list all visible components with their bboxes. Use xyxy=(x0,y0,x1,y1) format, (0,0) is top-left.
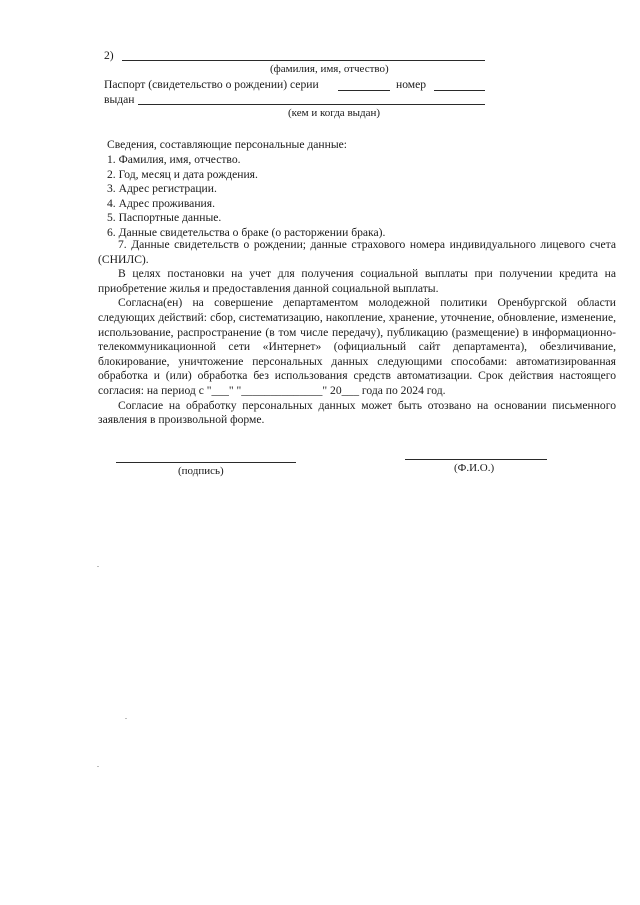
signature-line xyxy=(116,462,296,463)
name-caption: (Ф.И.О.) xyxy=(454,462,495,474)
scan-speck xyxy=(97,566,99,567)
list-item: 6. Данные свидетельства о браке (о расторжении брака). xyxy=(107,226,386,239)
list-item: 1. Фамилия, имя, отчество. xyxy=(107,153,241,166)
revoke-paragraph: Согласие на обработку персональных данных может быть отозвано на основании письменного заявления в произвольной форме. xyxy=(98,398,616,427)
list-item: 3. Адрес регистрации. xyxy=(107,182,217,195)
consent-paragraph: Согласна(ен) на совершение департаментом молодежной политики Оренбургской области следующих действий: сбор, систематизацию, накопление, хранение, уточнение, обновление, изменение, использование, распространение (в том числе передачу), публикацию (размещение) в информационно-телекоммуникационной сети «Интернет» (официальный сайт департамента), обезличивание, блокирование, уничтожение персональных данных следующими способами: автоматизированная обработка и (или) обработка без использования средств автоматизации. Срок действия настоящего согласия: на период с "___" "______________" 20___ года по 2024 год. xyxy=(98,296,616,397)
item-number: 2) xyxy=(104,49,114,62)
list-item-7: 7. Данные свидетельств о рождении; данные страхового номера индивидуального лицевого счета (СНИЛС). xyxy=(98,238,616,266)
scan-speck xyxy=(125,718,127,719)
signature-caption: (подпись) xyxy=(178,465,224,477)
name-line xyxy=(405,459,547,460)
scan-speck xyxy=(97,766,99,767)
list-item: 2. Год, месяц и дата рождения. xyxy=(107,168,258,181)
series-line xyxy=(338,90,390,91)
issued-label: выдан xyxy=(104,93,135,106)
purpose-paragraph: В целях постановки на учет для получения социальной выплаты при получении кредита на приобретение жилья и предоставления данной социальной выплаты. xyxy=(98,267,616,295)
passport-label: Паспорт (свидетельство о рождении) серии xyxy=(104,78,319,91)
issued-caption: (кем и когда выдан) xyxy=(288,107,381,119)
personal-data-heading: Сведения, составляющие персональные данные: xyxy=(107,138,347,151)
list-item: 5. Паспортные данные. xyxy=(107,211,222,224)
issued-line xyxy=(138,104,485,105)
fio-line xyxy=(122,60,485,61)
fio-caption: (фамилия, имя, отчество) xyxy=(270,63,389,75)
number-label: номер xyxy=(396,78,427,91)
list-item: 4. Адрес проживания. xyxy=(107,197,215,210)
number-line xyxy=(434,90,485,91)
body-text xyxy=(98,238,616,428)
